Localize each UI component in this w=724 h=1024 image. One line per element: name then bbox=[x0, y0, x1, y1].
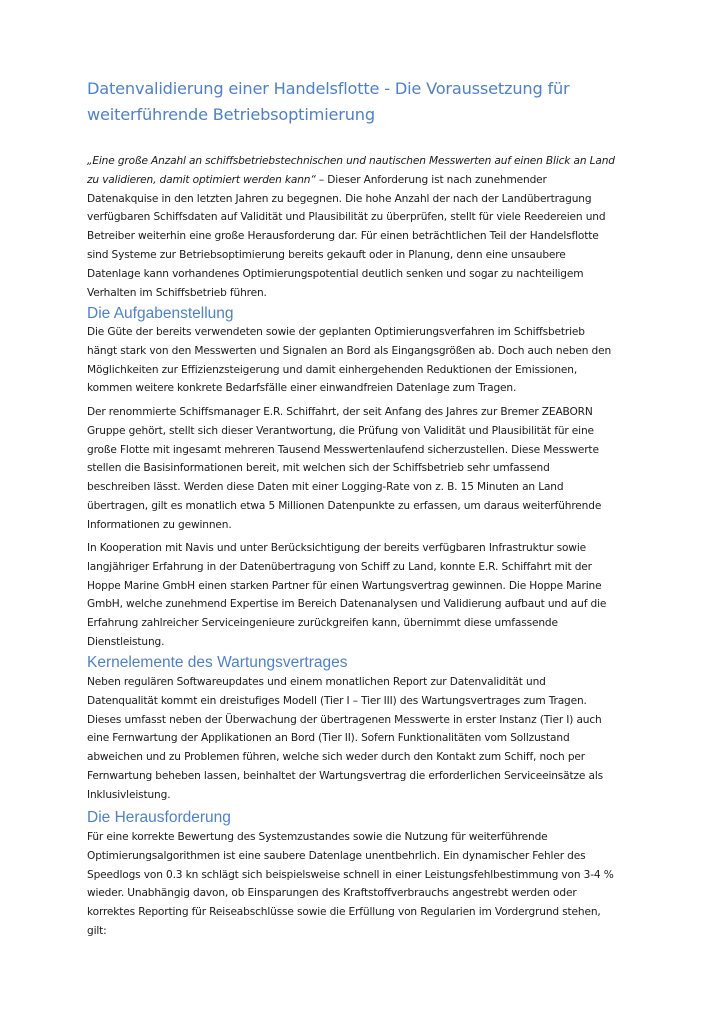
paragraph-line: Dieses umfasst neben der Überwachung der übertragenen Messwerte in erster Instanz (Tier I) auch bbox=[87, 713, 602, 726]
paragraph-line: korrektes Reporting für Reiseabschlüsse sowie die Erfüllung von Regularien im Vordergrund stehen, bbox=[87, 906, 601, 919]
body-paragraph bbox=[87, 403, 657, 535]
title-line: Datenvalidierung einer Handelsflotte - Die Voraussetzung für bbox=[87, 79, 570, 98]
intro-line: Verhalten im Schiffsbetrieb führen. bbox=[87, 286, 267, 299]
paragraph-line: Der renommierte Schiffsmanager E.R. Schiffahrt, der seit Anfang des Jahres zur Bremer ZEABORN bbox=[87, 406, 593, 418]
paragraph-line: Speedlogs von 0.3 kn schlägt sich beispielsweise schnell in einer Leistungsfehlbestimmung von 3-4 % bbox=[87, 868, 614, 881]
paragraph-line: Optimierungsalgorithmen ist eine saubere Datenlage unentbehrlich. Ein dynamischer Fehler des bbox=[87, 849, 586, 862]
paragraph-line: gilt: bbox=[87, 924, 107, 937]
paragraph-line: kommen weitere konkrete Bedarfsfälle einer einwandfreien Datenlage zum Tragen. bbox=[87, 382, 517, 395]
body-paragraph bbox=[87, 673, 657, 805]
paragraph-line: Die Güte der bereits verwendeten sowie der geplanten Optimierungsverfahren im Schiffsbetrieb bbox=[87, 326, 585, 338]
intro-text: – Dieser Anforderung ist nach zunehmender bbox=[315, 173, 547, 186]
intro-line: Datenakquise in den letzten Jahren zu begegnen. Die hohe Anzahl der nach der Landübertragung bbox=[87, 192, 592, 205]
paragraph-line: eine Fernwartung der Applikationen an Bord (Tier II). Sofern Funktionalitäten vom Sollzustand bbox=[87, 732, 570, 745]
paragraph-line: Fernwartung beheben lassen, beinhaltet der Wartungsvertrag die erforderlichen Serviceeinsätze als bbox=[87, 769, 604, 782]
title-line: weiterführende Betriebsoptimierung bbox=[87, 105, 375, 124]
intro-line: verfügbaren Schiffsdaten auf Validität und Plausibilität zu überprüfen, stellt für viele Reedereien und bbox=[87, 211, 606, 224]
paragraph-line: Möglichkeiten zur Effizienzsteigerung und damit einhergehenden Reduktionen der Emissionen, bbox=[87, 363, 578, 376]
section-heading: Kernelemente des Wartungsvertrages bbox=[87, 654, 348, 671]
paragraph-line: Für eine korrekte Bewertung des Systemzustandes sowie die Nutzung für weiterführende bbox=[87, 831, 548, 843]
paragraph-line: hängt stark von den Messwerten und Signalen an Bord als Eingangsgrößen ab. Doch auch neben den bbox=[87, 344, 612, 357]
body-paragraph bbox=[87, 323, 657, 398]
paragraph-line: GmbH, welche zunehmend Expertise im Bereich Datenanalysen und Validierung aufbaut und auf die bbox=[87, 598, 607, 611]
paragraph-line: stellen die Basisinformationen bereit, mit welchen sich der Schiffsbetrieb sehr umfassend bbox=[87, 462, 550, 475]
paragraph-line: Neben regulären Softwareupdates und einem monatlichen Report zur Datenvalidität und bbox=[87, 676, 546, 688]
paragraph-line: Dienstleistung. bbox=[87, 635, 165, 648]
intro-line: Datenlage kann vorhandenes Optimierungspotential deutlich senken und sogar zu nachteiligem bbox=[87, 267, 584, 280]
section-heading: Die Herausforderung bbox=[87, 809, 231, 826]
intro-paragraph bbox=[87, 152, 657, 302]
paragraph-line: wieder. Unabhängig davon, ob Einsparungen des Kraftstoffverbrauchs angestrebt werden oder bbox=[87, 887, 577, 900]
paragraph-line: langjähriger Erfahrung in der Datenübertragung von Schiff zu Land, konnte E.R. Schiffahrt mit der bbox=[87, 560, 592, 573]
paragraph-line: abweichen und zu Problemen führen, welche sich weder durch den Kontakt zum Schiff, noch per bbox=[87, 751, 585, 764]
paragraph-line: beschreiben lässt. Werden diese Daten mit einer Logging-Rate von z. B. 15 Minuten an Land bbox=[87, 481, 564, 494]
paragraph-line: In Kooperation mit Navis und unter Berücksichtigung der bereits verfügbaren Infrastruktur sowie bbox=[87, 542, 586, 554]
intro-line: sind Systeme zur Betriebsoptimierung bereits gekauft oder in Planung, denn eine unsaubere bbox=[87, 248, 566, 261]
document-title bbox=[87, 76, 647, 128]
paragraph-line: Inklusivleistung. bbox=[87, 788, 171, 801]
paragraph-line: Gruppe gehört, stellt sich dieser Verantwortung, die Prüfung von Validität und Plausibilität für eine bbox=[87, 424, 594, 437]
paragraph-line: Erfahrung zahlreicher Serviceingenieure zurückgreifen kann, übernimmt diese umfassende bbox=[87, 617, 558, 630]
intro-quote-line: „Eine große Anzahl an schiffsbetriebstechnischen und nautischen Messwerten auf einen Blick an Land bbox=[87, 155, 615, 167]
body-paragraph bbox=[87, 539, 657, 652]
intro-line: Betreiber weiterhin eine große Herausforderung dar. Für einen beträchtlichen Teil der Handelsflotte bbox=[87, 230, 599, 243]
section-heading: Die Aufgabenstellung bbox=[87, 305, 234, 322]
body-paragraph bbox=[87, 828, 657, 941]
intro-quote-line: zu validieren, damit optimiert werden kann“ bbox=[87, 173, 316, 186]
paragraph-line: Informationen zu gewinnen. bbox=[87, 518, 232, 531]
paragraph-line: Datenqualität kommt ein dreistufiges Modell (Tier I – Tier III) des Wartungsvertrages zum Tragen. bbox=[87, 694, 587, 707]
paragraph-line: Hoppe Marine GmbH einen starken Partner für einen Wartungsvertrag gewinnen. Die Hoppe Marine bbox=[87, 579, 602, 592]
paragraph-line: große Flotte mit ingesamt mehreren Tausend Messwertenlaufend sicherzustellen. Diese Messwerte bbox=[87, 443, 599, 456]
paragraph-line: übertragen, gilt es monatlich etwa 5 Millionen Datenpunkte zu erfassen, um daraus weiterführende bbox=[87, 499, 602, 512]
